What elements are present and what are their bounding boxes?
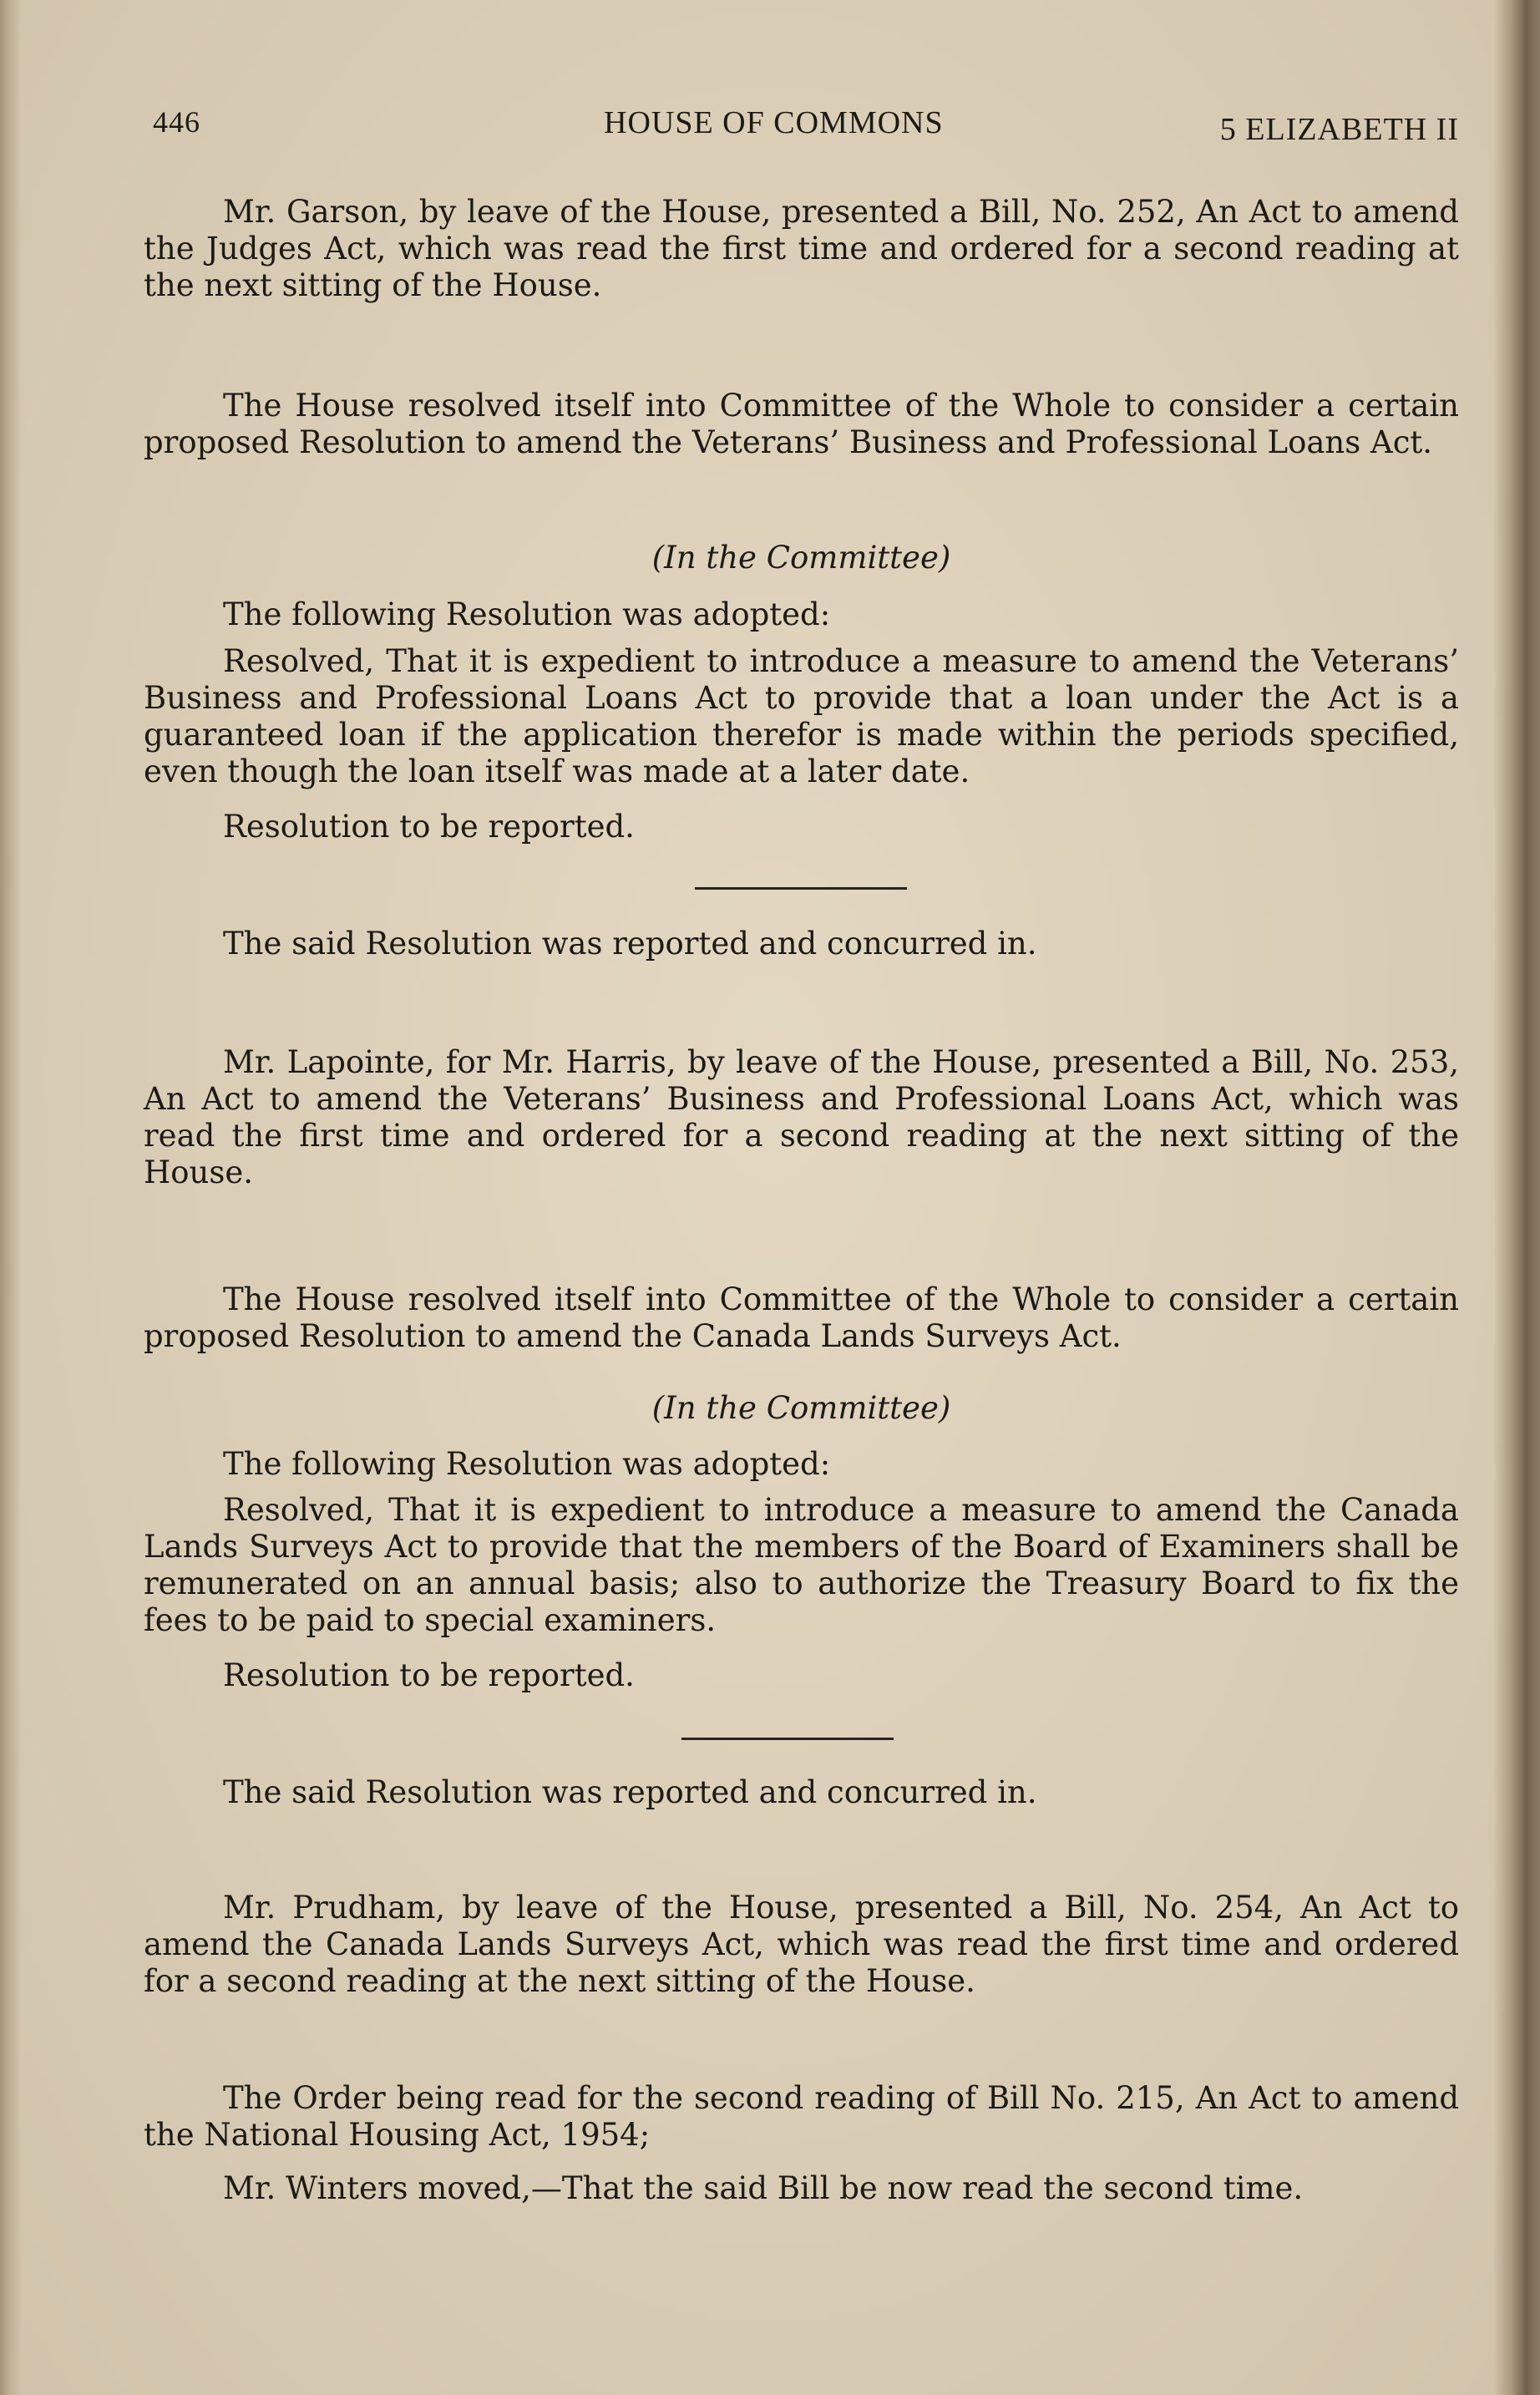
paragraph-resolution-adopted: The following Resolution was adopted: bbox=[223, 1446, 831, 1482]
paragraph-concurred: The said Resolution was reported and concurred in. bbox=[223, 926, 1037, 962]
paragraph-resolved-surveys: Resolved, That it is expedient to introduce a measure to amend the Canada Lands Surveys Act to provide that the members of the Board of Examiners shall be remunerated on an annual basis; also to authorize the Treasury Board to fix the fees to be paid to special examiners. bbox=[144, 1492, 1459, 1638]
section-divider bbox=[695, 887, 907, 890]
paragraph-to-be-reported: Resolution to be reported. bbox=[223, 809, 635, 845]
journal-body bbox=[144, 0, 1459, 2395]
paragraph-prudham-bill: Mr. Prudham, by leave of the House, presented a Bill, No. 254, An Act to amend the Canada Lands Surveys Act, which was read the first time and ordered for a second reading at the next sitting of the House. bbox=[144, 1890, 1459, 1999]
page-left-edge bbox=[0, 0, 22, 2395]
paragraph-order-second-reading: The Order being read for the second reading of Bill No. 215, An Act to amend the National Housing Act, 1954; bbox=[144, 2080, 1459, 2153]
paragraph-committee-surveys: The House resolved itself into Committee of the Whole to consider a certain proposed Resolution to amend the Canada Lands Surveys Act. bbox=[144, 1281, 1459, 1354]
committee-heading: (In the Committee) bbox=[651, 540, 951, 576]
paragraph-concurred: The said Resolution was reported and concurred in. bbox=[223, 1774, 1037, 1810]
paragraph-committee-veterans: The House resolved itself into Committee of the Whole to consider a certain proposed Resolution to amend the Veterans’ Business and Professional Loans Act. bbox=[144, 388, 1459, 460]
journal-title: HOUSE OF COMMONS bbox=[604, 105, 944, 140]
section-divider bbox=[681, 1738, 894, 1740]
paragraph-to-be-reported: Resolution to be reported. bbox=[223, 1657, 635, 1693]
committee-heading: (In the Committee) bbox=[651, 1390, 951, 1426]
paragraph-resolution-adopted: The following Resolution was adopted: bbox=[223, 596, 831, 632]
paragraph-winters-moved: Mr. Winters moved,—That the said Bill be now read the second time. bbox=[223, 2170, 1304, 2206]
page-number: 446 bbox=[153, 105, 200, 139]
paragraph-garson-bill: Mr. Garson, by leave of the House, presented a Bill, No. 252, An Act to amend the Judges Act, which was read the first time and ordered for a second reading at the next sitting of the House. bbox=[144, 194, 1459, 303]
page-binding-edge bbox=[1493, 0, 1540, 2395]
paragraph-resolved-veterans: Resolved, That it is expedient to introduce a measure to amend the Veterans’ Business and Professional Loans Act to provide that a loan under the Act is a guaranteed loan if the application therefor is made within the periods specified, even though the loan itself was made at a later date. bbox=[144, 643, 1459, 789]
regnal-year: 5 ELIZABETH II bbox=[1219, 112, 1459, 147]
paragraph-lapointe-bill: Mr. Lapointe, for Mr. Harris, by leave of the House, presented a Bill, No. 253, An Act to amend the Veterans’ Business and Professional Loans Act, which was read the first time and ordered for a second reading at the next sitting of the House. bbox=[144, 1044, 1459, 1190]
